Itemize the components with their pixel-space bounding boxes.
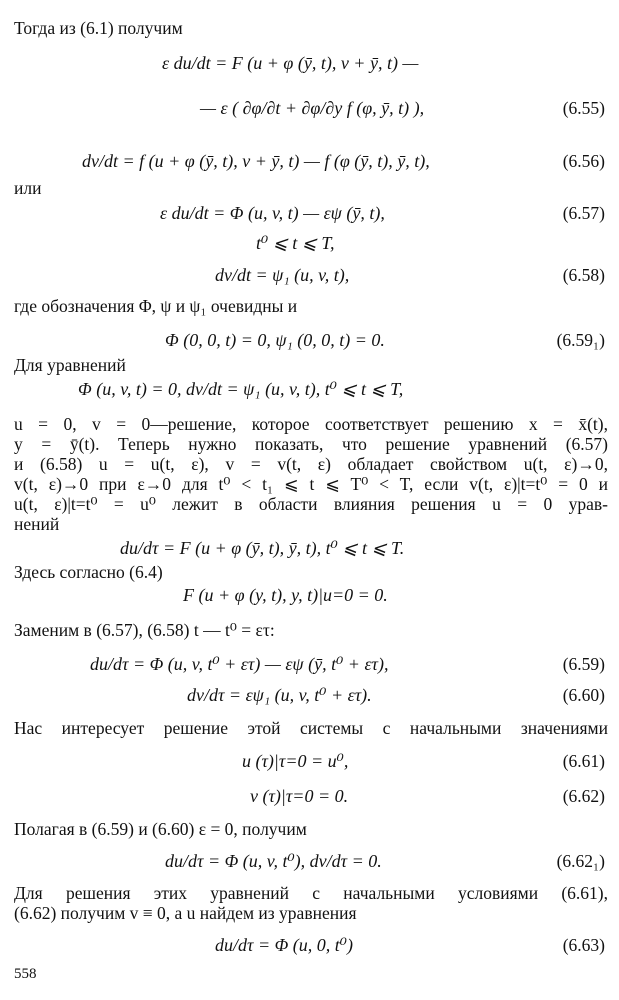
equation-number: (6.59) [562, 654, 605, 674]
page-number: 558 [14, 966, 37, 982]
equation-line: du/dτ = Φ (u, v, t⁰), dv/dτ = 0. [165, 851, 382, 871]
text-line: u(t, ε)|t=t⁰ = u⁰ лежит в области влияния решения u = 0 урав- [14, 494, 608, 514]
equation-line: Φ (0, 0, t) = 0, ψ₁ (0, 0, t) = 0. [165, 330, 385, 350]
equation-line: du/dτ = Φ (u, 0, t⁰) [215, 935, 353, 955]
equation-line: F (u + φ (y, t), y, t)|u=0 = 0. [183, 585, 388, 605]
equation-line: dv/dτ = εψ₁ (u, v, t⁰ + ετ). [187, 685, 372, 705]
equation-number: (6.56) [562, 151, 605, 171]
text-line: Нас интересует решение этой системы с начальными значениями [14, 718, 608, 738]
equation-number: (6.58) [562, 265, 605, 285]
text-line: Тогда из (6.1) получим [14, 18, 183, 38]
equation-line: t⁰ ⩽ t ⩽ T, [256, 233, 335, 253]
equation-line: dv/dt = f (u + φ (ȳ, t), v + ȳ, t) — f (φ (ȳ, t), ȳ, t), [82, 151, 430, 171]
equation-line: du/dτ = F (u + φ (ȳ, t), ȳ, t), t⁰ ⩽ t ⩽ T. [120, 538, 405, 558]
text-line: v(t, ε)→0 при ε→0 для t⁰ < t₁ ⩽ t ⩽ T⁰ < T, если v(t, ε)|t=t⁰ = 0 и [14, 474, 608, 494]
text-line: Для решения этих уравнений с начальными условиями (6.61), [14, 883, 608, 903]
text-line: Здесь согласно (6.4) [14, 562, 163, 582]
equation-number: (6.62₁) [556, 851, 605, 871]
text-line: Для уравнений [14, 355, 126, 375]
text-line: y = ȳ(t). Теперь нужно показать, что решение уравнений (6.57) [14, 434, 608, 454]
equation-number: (6.63) [562, 935, 605, 955]
text-line: Заменим в (6.57), (6.58) t — t⁰ = ετ: [14, 620, 275, 640]
equation-number: (6.62) [562, 786, 605, 806]
equation-line: — ε ( ∂φ/∂t + ∂φ/∂y f (φ, ȳ, t) ), [200, 98, 425, 118]
equation-line: u (τ)|τ=0 = u⁰, [242, 751, 349, 771]
equation-number: (6.57) [562, 203, 605, 223]
equation-line: v (τ)|τ=0 = 0. [250, 786, 349, 806]
text-line: u = 0, v = 0—решение, которое соответствует решению x = x̄(t), [14, 414, 608, 434]
text-line: и (6.58) u = u(t, ε), v = v(t, ε) обладает свойством u(t, ε)→0, [14, 454, 608, 474]
text-line: нений [14, 514, 60, 534]
text-line: (6.62) получим v ≡ 0, а u найдем из уравнения [14, 903, 357, 923]
equation-number: (6.55) [562, 98, 605, 118]
equation-line: ε du/dt = Φ (u, v, t) — εψ (ȳ, t), [160, 203, 385, 223]
equation-number: (6.59₁) [556, 330, 605, 350]
equation-number: (6.60) [562, 685, 605, 705]
equation-line: dv/dt = ψ₁ (u, v, t), [215, 265, 350, 285]
text-line: или [14, 178, 42, 198]
equation-line: ε du/dt = F (u + φ (ȳ, t), v + ȳ, t) — [162, 53, 419, 73]
text-line: Полагая в (6.59) и (6.60) ε = 0, получим [14, 819, 307, 839]
equation-line: Φ (u, v, t) = 0, dv/dt = ψ₁ (u, v, t), t⁰ ⩽ t ⩽ T, [78, 379, 404, 399]
text-line: где обозначения Φ, ψ и ψ₁ очевидны и [14, 296, 298, 316]
equation-line: du/dτ = Φ (u, v, t⁰ + ετ) — εψ (ȳ, t⁰ + ετ), [90, 654, 389, 674]
equation-number: (6.61) [562, 751, 605, 771]
